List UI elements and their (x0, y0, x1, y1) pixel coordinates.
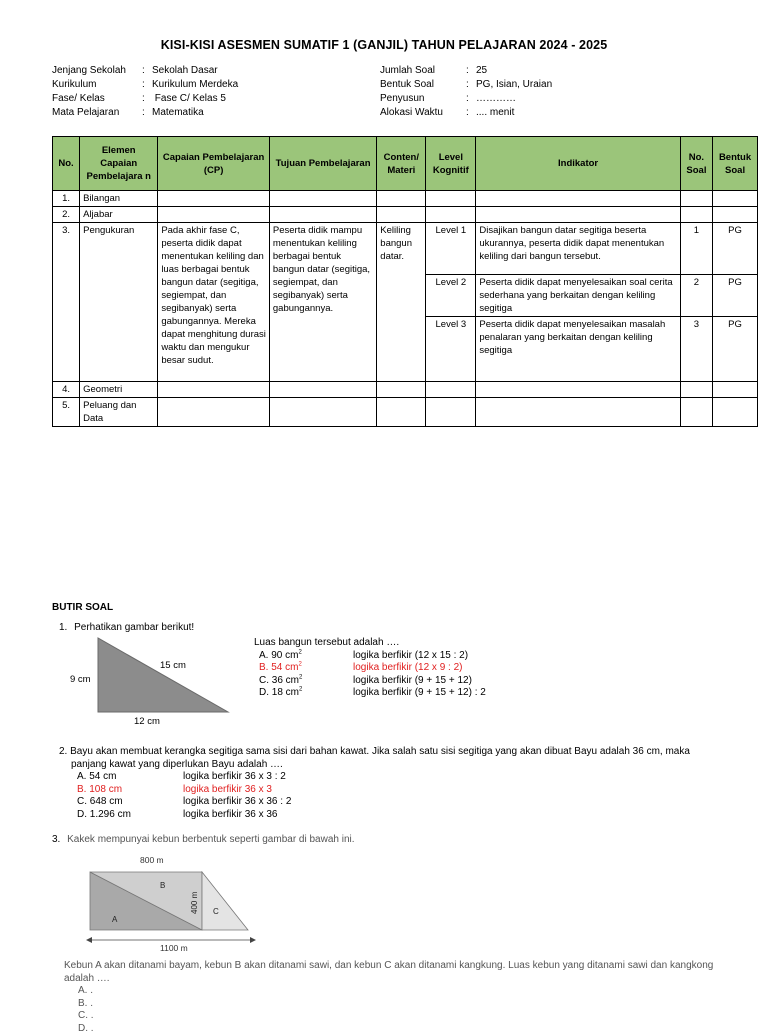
cell-level: Level 3 (426, 317, 476, 382)
cell-no: 5. (53, 398, 80, 427)
meta-value: PG, Isian, Uraian (476, 78, 552, 92)
option-d: D. 18 cm (259, 687, 299, 698)
meta-key: Penyusun (380, 92, 466, 106)
header-level: Level Kognitif (426, 137, 476, 191)
superscript: 2 (298, 662, 301, 668)
question-number: 2. (59, 746, 67, 757)
label-c: C (213, 907, 219, 916)
header-cp: Capaian Pembelajaran (CP) (158, 137, 270, 191)
header-tp: Tujuan Pembelajaran (269, 137, 376, 191)
cell-bentuk: PG (713, 275, 758, 317)
arrow-right-icon (250, 937, 256, 943)
cell-nosoal: 3 (680, 317, 712, 382)
cell-indikator: Peserta didik dapat menyelesaikan masalah penalaran yang berkaitan dengan keliling segitiga (476, 317, 680, 382)
header-konten: Conten/ Materi (377, 137, 426, 191)
right-triangle-shape (98, 638, 228, 712)
option-b: B. 108 cm (77, 784, 183, 797)
meta-value: 25 (476, 64, 487, 78)
meta-value: Sekolah Dasar (152, 64, 218, 78)
meta-value: .... menit (476, 106, 514, 120)
reasoning-b: logika berfikir 36 x 3 (183, 784, 272, 797)
meta-value: ………… (476, 92, 516, 106)
superscript: 2 (299, 687, 302, 693)
question-number: 1. (59, 622, 67, 633)
question-text-line1: Kebun A akan ditanami bayam, kebun B akan ditanami sawi, dan kebun C akan ditanami kangkung. Luas kebun yang ditanami sawi dan kangkong (64, 960, 764, 973)
cell-no: 2. (53, 207, 80, 223)
cell-level: Level 1 (426, 223, 476, 275)
table-row (53, 398, 758, 427)
reasoning-c: logika berfikir (9 + 15 + 12) (353, 675, 472, 688)
option-a: A. 54 cm (77, 771, 183, 784)
meta-key: Jenjang Sekolah (52, 64, 142, 78)
meta-value: Fase C/ Kelas 5 (152, 92, 226, 106)
cell-elemen: Pengukuran (80, 223, 158, 382)
header-indikator: Indikator (476, 137, 680, 191)
cell-nosoal: 1 (680, 223, 712, 275)
cell-indikator: Peserta didik dapat menyelesaikan soal cerita sederhana yang berkaitan dengan keliling segitiga (476, 275, 680, 317)
meta-left: Jenjang Sekolah : Sekolah Dasar Kurikulum : Kurikulum Merdeka Fase/ Kelas : Fase C/ Kelas 5 Mata Pelajaran : Matematika (52, 64, 238, 120)
meta-value: Matematika (152, 106, 204, 120)
label-left: 9 cm (70, 674, 91, 685)
table-row (53, 191, 758, 207)
header-no: No. (53, 137, 80, 191)
label-hyp: 15 cm (160, 660, 186, 671)
option-b: B. . (78, 998, 764, 1011)
question-number: 3. (52, 834, 60, 845)
superscript: 2 (298, 649, 301, 655)
reasoning-c: logika berfikir 36 x 36 : 2 (183, 796, 291, 809)
question-text-line1: Bayu akan membuat kerangka segitiga sama sisi dari bahan kawat. Jika salah satu sisi segitiga yang akan dibuat Bayu adalah 36 cm, maka (70, 746, 690, 757)
question-1-options (254, 637, 486, 700)
meta-key: Alokasi Waktu (380, 106, 466, 120)
header-nosoal: No. Soal (680, 137, 712, 191)
butir-soal-heading: BUTIR SOAL (52, 602, 113, 613)
option-c: C. 36 cm (259, 675, 299, 686)
plot-c (202, 872, 248, 930)
option-a: A. 90 cm (259, 650, 298, 661)
reasoning-a: logika berfikir 36 x 3 : 2 (183, 771, 286, 784)
question-text-line2: panjang kawat yang diperlukan Bayu adalah …. (71, 759, 759, 772)
option-b: B. 54 cm (259, 662, 298, 673)
cell-indikator: Disajikan bangun datar segitiga beserta ukurannya, peserta didik dapat menentukan keliling dari bangun tersebut. (476, 223, 680, 275)
cell-no: 3. (53, 223, 80, 382)
label-top: 800 m (140, 855, 164, 865)
cell-no: 4. (53, 382, 80, 398)
table-row (53, 207, 758, 223)
meta-key: Bentuk Soal (380, 78, 466, 92)
cell-level: Level 2 (426, 275, 476, 317)
superscript: 2 (299, 674, 302, 680)
meta-key: Kurikulum (52, 78, 142, 92)
cell-elemen: Aljabar (80, 207, 158, 223)
table-row (53, 223, 758, 275)
cell-elemen: Peluang dan Data (80, 398, 158, 427)
cell-no: 1. (53, 191, 80, 207)
label-b: B (160, 881, 165, 890)
cell-nosoal: 2 (680, 275, 712, 317)
option-d: D. 1.296 cm (77, 809, 183, 822)
cell-cp: Pada akhir fase C, peserta didik dapat menentukan keliling dan luas berbagai bentuk bangun datar (segitiga, segiempat, dan segibanyak) serta gabungannya. Mereka dapat menghitung durasi waktu dan mengukur besar sudut. (158, 223, 270, 382)
kisi-table (52, 136, 758, 427)
meta-right: Jumlah Soal : 25 Bentuk Soal : PG, Isian, Uraian Penyusun : ………… Alokasi Waktu : .... menit (380, 64, 552, 120)
header-bentuk: Bentuk Soal (713, 137, 758, 191)
question-2 (59, 746, 759, 821)
cell-bentuk: PG (713, 223, 758, 275)
meta-key: Jumlah Soal (380, 64, 466, 78)
question-prompt: Luas bangun tersebut adalah …. (254, 637, 486, 650)
header-elemen: Elemen Capaian Pembelajara n (80, 137, 158, 191)
option-d: D. . (78, 1023, 764, 1035)
arrow-left-icon (86, 937, 92, 943)
meta-key: Mata Pelajaran (52, 106, 142, 120)
meta-value: Kurikulum Merdeka (152, 78, 238, 92)
page-title: KISI-KISI ASESMEN SUMATIF 1 (GANJIL) TAHUN PELAJARAN 2024 - 2025 (0, 38, 768, 52)
cell-tp: Peserta didik mampu menentukan keliling berbagai bentuk bangun datar (segitiga, segiempat, dan segibanyak) serta gabungannya. (269, 223, 376, 382)
garden-figure (82, 852, 262, 954)
cell-elemen: Bilangan (80, 191, 158, 207)
meta-key: Fase/ Kelas (52, 92, 142, 106)
question-text: Kakek mempunyai kebun berbentuk seperti gambar di bawah ini. (67, 834, 354, 845)
cell-konten: Keliling bangun datar. (377, 223, 426, 382)
triangle-figure (62, 632, 242, 732)
reasoning-b: logika berfikir (12 x 9 : 2) (353, 662, 463, 675)
question-3 (52, 834, 355, 847)
reasoning-d: logika berfikir (9 + 15 + 12) : 2 (353, 687, 486, 700)
question-text: Perhatikan gambar berikut! (74, 622, 194, 633)
reasoning-a: logika berfikir (12 x 15 : 2) (353, 650, 468, 663)
cell-elemen: Geometri (80, 382, 158, 398)
label-bottom: 1100 m (160, 943, 188, 953)
question-text-line2: adalah …. (64, 973, 764, 986)
option-c: C. 648 cm (77, 796, 183, 809)
reasoning-d: logika berfikir 36 x 36 (183, 809, 278, 822)
label-bottom: 12 cm (134, 716, 160, 727)
option-c: C. . (78, 1010, 764, 1023)
label-side: 400 m (190, 891, 199, 914)
label-a: A (112, 915, 118, 924)
option-a: A. . (78, 985, 764, 998)
table-row (53, 382, 758, 398)
cell-bentuk: PG (713, 317, 758, 382)
